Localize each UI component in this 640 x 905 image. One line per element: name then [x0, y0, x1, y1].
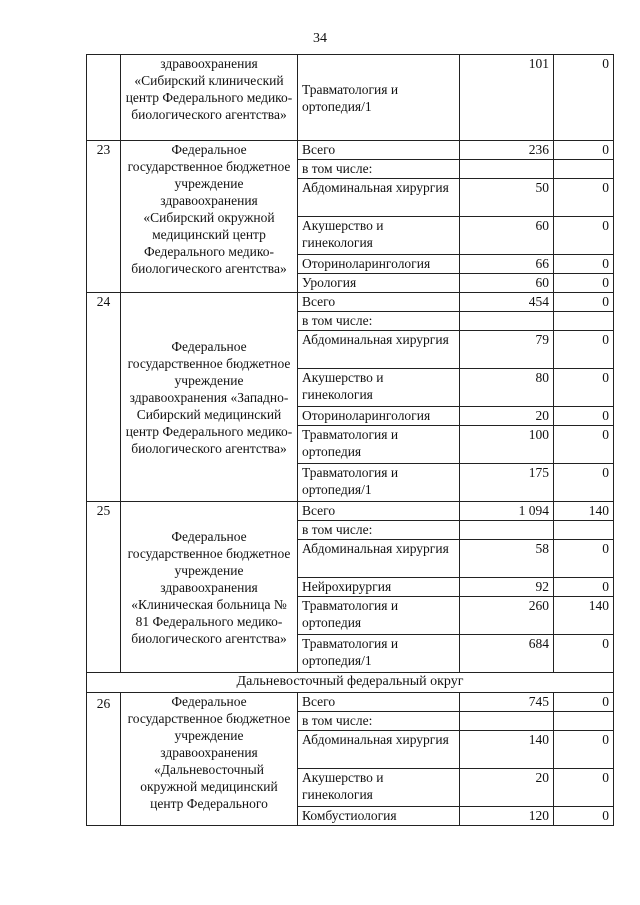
specialty: Акушерство и гинекология [298, 769, 460, 807]
value-secondary: 0 [554, 807, 614, 826]
specialty: Оториноларингология [298, 407, 460, 426]
table-row [87, 55, 614, 141]
value-total: 175 [460, 464, 554, 502]
table-row [87, 693, 614, 712]
value-secondary: 0 [554, 635, 614, 673]
specialty: Травматология и ортопедия [298, 426, 460, 464]
value-secondary: 0 [554, 255, 614, 274]
value-total: 140 [460, 731, 554, 769]
value-secondary: 0 [554, 331, 614, 369]
value-secondary: 0 [554, 731, 614, 769]
value-total: 20 [460, 407, 554, 426]
specialty: в том числе: [298, 312, 460, 331]
value-secondary: 0 [554, 179, 614, 217]
specialty: Акушерство и гинекология [298, 369, 460, 407]
specialty: в том числе: [298, 521, 460, 540]
value-total: 80 [460, 369, 554, 407]
page-number: 34 [313, 31, 327, 46]
value-total: 101 [460, 55, 554, 141]
value-total: 100 [460, 426, 554, 464]
specialty: Всего [298, 141, 460, 160]
value-total: 58 [460, 540, 554, 578]
specialty: Травматология и ортопедия/1 [298, 635, 460, 673]
row-number: 23 [87, 141, 121, 293]
specialty: Травматология и ортопедия/1 [298, 55, 460, 141]
specialty: Травматология и ортопедия [298, 597, 460, 635]
value-secondary: 0 [554, 540, 614, 578]
specialty: Всего [298, 693, 460, 712]
value-secondary: 0 [554, 464, 614, 502]
row-number: 26 [87, 693, 121, 826]
table-row [87, 141, 614, 160]
specialty: Акушерство и гинекология [298, 217, 460, 255]
row-number: 24 [87, 293, 121, 502]
value-secondary: 0 [554, 217, 614, 255]
value-total: 684 [460, 635, 554, 673]
value-total [460, 712, 554, 731]
value-total: 66 [460, 255, 554, 274]
value-total: 454 [460, 293, 554, 312]
specialty: Абдоминальная хирургия [298, 331, 460, 369]
value-total: 745 [460, 693, 554, 712]
organization-name: Федеральное государственное бюджетное учреждение здравоохранения «Дальневосточный окружной медицинский центр Федерального [121, 693, 298, 826]
value-secondary: 0 [554, 55, 614, 141]
specialty: Абдоминальная хирургия [298, 731, 460, 769]
specialty: Абдоминальная хирургия [298, 179, 460, 217]
organization-name: здравоохранения «Сибирский клинический центр Федерального медико-биологического агентства» [121, 55, 298, 141]
row-number: 25 [87, 502, 121, 673]
value-total: 120 [460, 807, 554, 826]
value-secondary: 0 [554, 426, 614, 464]
specialty: Нейрохирургия [298, 578, 460, 597]
region-heading: Дальневосточный федеральный округ [87, 673, 614, 693]
region-row [87, 673, 614, 693]
value-total: 260 [460, 597, 554, 635]
specialty: Всего [298, 502, 460, 521]
table-row [87, 293, 614, 312]
value-secondary [554, 521, 614, 540]
value-secondary: 0 [554, 141, 614, 160]
value-total: 79 [460, 331, 554, 369]
value-total: 60 [460, 217, 554, 255]
specialty: Абдоминальная хирургия [298, 540, 460, 578]
value-total: 92 [460, 578, 554, 597]
value-secondary [554, 312, 614, 331]
specialty: Комбустиология [298, 807, 460, 826]
hospital-capacity-table [86, 54, 614, 826]
value-secondary: 0 [554, 293, 614, 312]
specialty: Всего [298, 293, 460, 312]
value-total: 1 094 [460, 502, 554, 521]
value-secondary: 0 [554, 274, 614, 293]
value-secondary: 140 [554, 502, 614, 521]
specialty: Оториноларингология [298, 255, 460, 274]
organization-name: Федеральное государственное бюджетное учреждение здравоохранения «Западно-Сибирский медицинский центр Федерального медико-биологического агентства» [121, 293, 298, 502]
value-total: 236 [460, 141, 554, 160]
specialty: в том числе: [298, 712, 460, 731]
value-secondary [554, 712, 614, 731]
value-total: 60 [460, 274, 554, 293]
value-total: 20 [460, 769, 554, 807]
specialty: в том числе: [298, 160, 460, 179]
value-secondary: 0 [554, 369, 614, 407]
row-number [87, 55, 121, 141]
value-secondary: 140 [554, 597, 614, 635]
value-secondary: 0 [554, 578, 614, 597]
value-secondary: 0 [554, 407, 614, 426]
value-secondary [554, 160, 614, 179]
value-total: 50 [460, 179, 554, 217]
value-total [460, 160, 554, 179]
specialty: Урология [298, 274, 460, 293]
table-row [87, 502, 614, 521]
value-total [460, 312, 554, 331]
organization-name: Федеральное государственное бюджетное учреждение здравоохранения «Клиническая больница № 81 Федерального медико-биологического агентства» [121, 502, 298, 673]
value-total [460, 521, 554, 540]
organization-name: Федеральное государственное бюджетное учреждение здравоохранения «Сибирский окружной медицинский центр Федерального медико-биологического агентства» [121, 141, 298, 293]
value-secondary: 0 [554, 693, 614, 712]
specialty: Травматология и ортопедия/1 [298, 464, 460, 502]
value-secondary: 0 [554, 769, 614, 807]
